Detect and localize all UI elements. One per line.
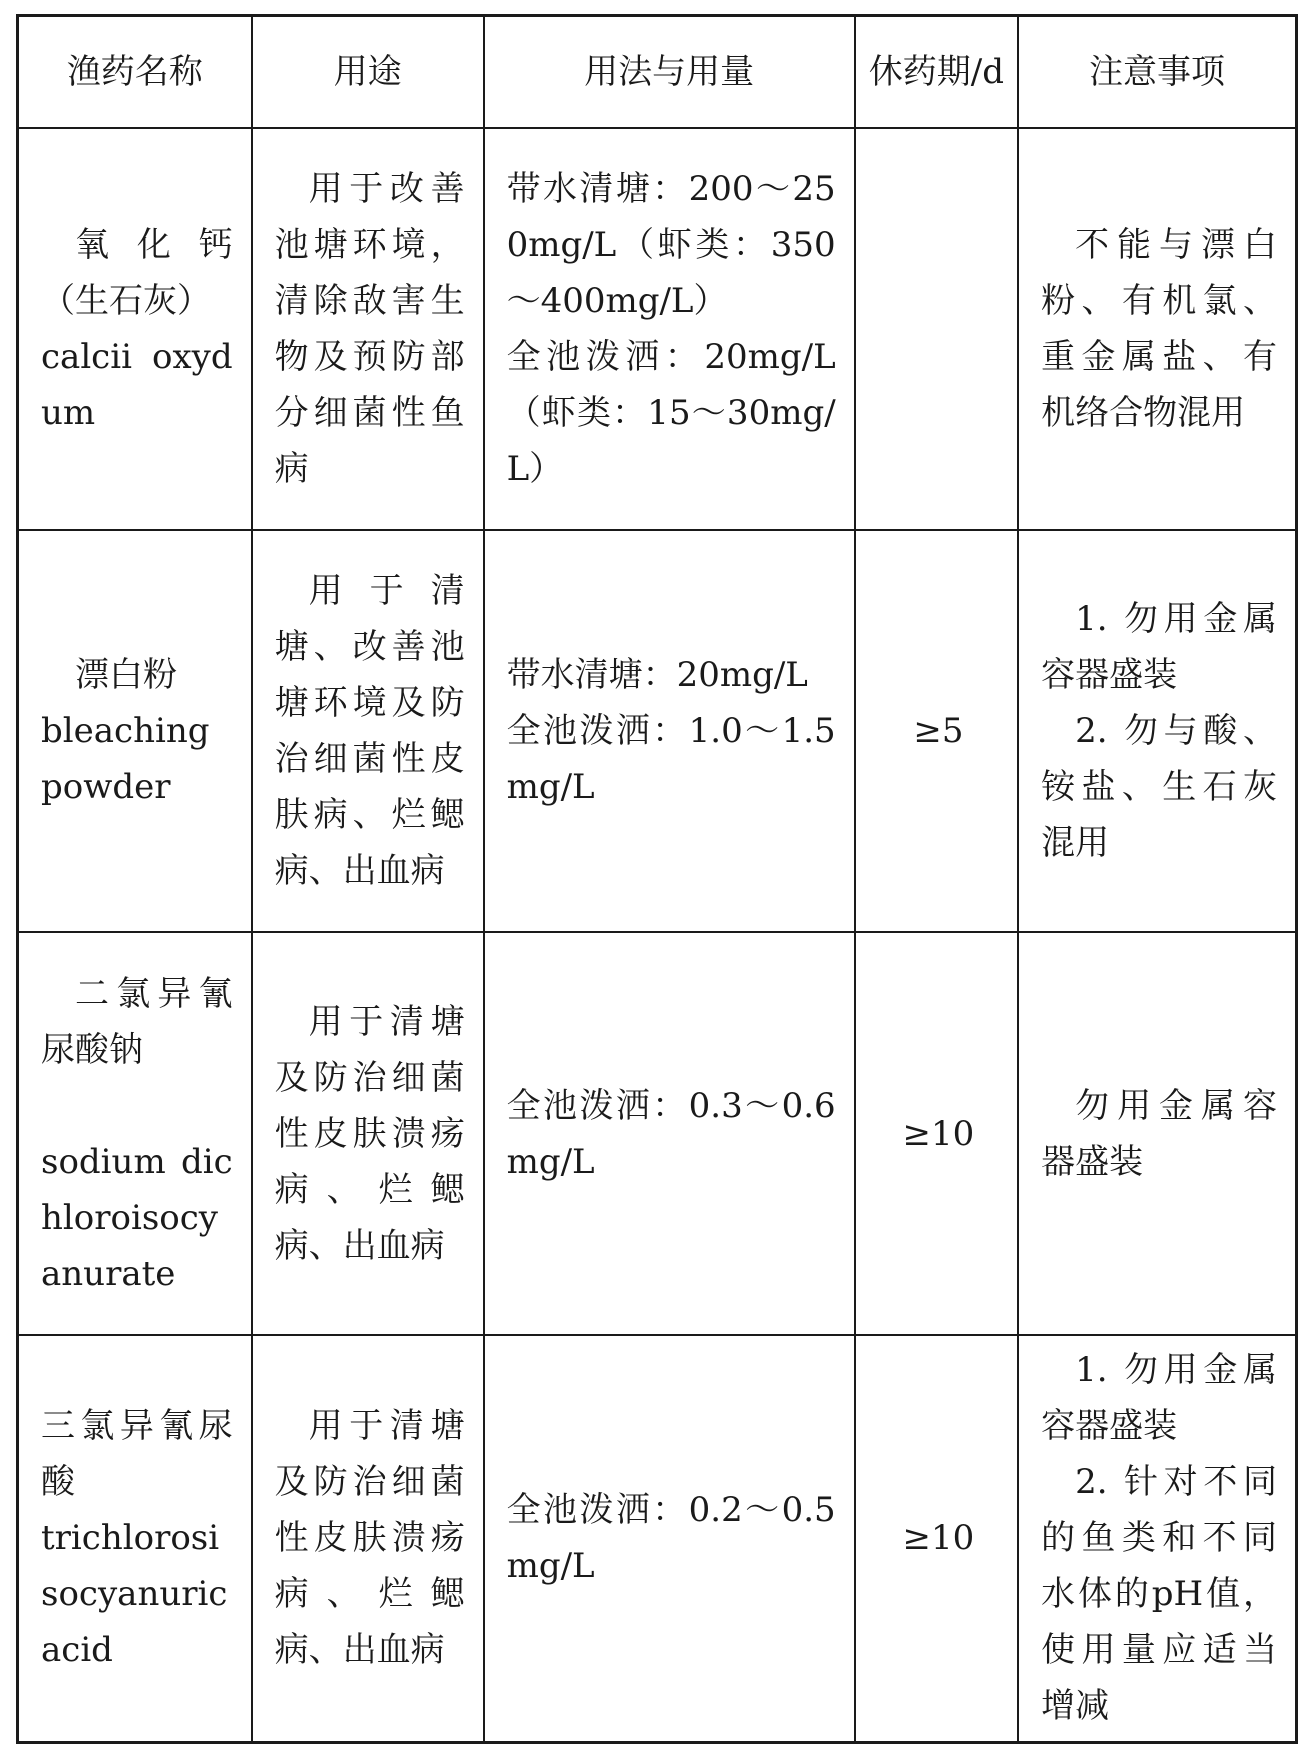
header-drug-name: 渔药名称 (18, 16, 252, 129)
drug-name-cn: 氧化钙（生石灰） (41, 225, 233, 322)
withdrawal-cell (855, 530, 1018, 932)
drug-name-cn: 二氯异氰尿酸钠 (41, 973, 233, 1070)
header-notes: 注意事项 (1018, 16, 1296, 129)
dosage-cell (484, 128, 855, 530)
spacer (41, 1078, 233, 1134)
use-text: 用于清塘及防治细菌性皮肤溃疡病、烂鳃病、出血病 (274, 1001, 465, 1266)
table-row (18, 530, 1297, 932)
withdrawal-value: ≥10 (902, 1518, 975, 1559)
use-text: 用于清塘、改善池塘环境及防治细菌性皮肤病、烂鳃病、出血病 (274, 571, 465, 892)
drug-name-cell (18, 1335, 252, 1743)
withdrawal-value: ≥10 (902, 1113, 975, 1154)
table-row (18, 1335, 1297, 1743)
dosage-line: 带水清塘：200～250mg/L（虾类：350～400mg/L） (506, 169, 836, 322)
use-cell (252, 932, 484, 1334)
note-line: 1. 勿用金属容器盛装 (1041, 1350, 1277, 1447)
drug-name-en: calcii oxydum (41, 337, 233, 434)
drug-name-cn: 漂白粉 (75, 655, 177, 696)
dosage-cell (484, 932, 855, 1334)
note-line: 1. 勿用金属容器盛装 (1041, 599, 1277, 696)
withdrawal-cell (855, 128, 1018, 530)
use-cell (252, 530, 484, 932)
dosage-line: 全池泼洒：0.2～0.5mg/L (506, 1490, 836, 1587)
drug-name-cell (18, 530, 252, 932)
drug-name-en: bleaching powder (41, 711, 210, 808)
note-line: 勿用金属容器盛装 (1041, 1085, 1277, 1182)
note-line: 不能与漂白粉、有机氯、重金属盐、有机络合物混用 (1041, 225, 1277, 434)
notes-cell (1018, 128, 1296, 530)
notes-cell (1018, 530, 1296, 932)
use-cell (252, 128, 484, 530)
use-text: 用于清塘及防治细菌性皮肤溃疡病、烂鳃病、出血病 (274, 1406, 465, 1671)
dosage-line: 全池泼洒：0.3～0.6mg/L (506, 1085, 836, 1182)
withdrawal-value: ≥5 (913, 711, 964, 752)
table-header-row (18, 16, 1297, 129)
drug-name-cell (18, 932, 252, 1334)
dosage-cell (484, 530, 855, 932)
dosage-line: 带水清塘：20mg/L (506, 655, 808, 696)
dosage-line: 全池泼洒：1.0～1.5mg/L (506, 711, 836, 808)
drug-name-en: sodium dichloroisocyanurate (41, 1141, 233, 1294)
use-cell (252, 1335, 484, 1743)
use-text: 用于改善池塘环境，清除敌害生物及预防部分细菌性鱼病 (274, 169, 465, 490)
header-withdrawal: 休药期/d (855, 16, 1018, 129)
table-row (18, 128, 1297, 530)
header-use: 用途 (252, 16, 484, 129)
drug-name-cell (18, 128, 252, 530)
notes-cell (1018, 932, 1296, 1334)
header-dosage: 用法与用量 (484, 16, 855, 129)
withdrawal-cell (855, 932, 1018, 1334)
note-line: 2. 勿与酸、铵盐、生石灰混用 (1041, 711, 1277, 864)
note-line: 2. 针对不同的鱼类和不同水体的pH值，使用量应适当增减 (1041, 1462, 1277, 1727)
withdrawal-cell (855, 1335, 1018, 1743)
table-row (18, 932, 1297, 1334)
dosage-cell (484, 1335, 855, 1743)
notes-cell (1018, 1335, 1296, 1743)
drug-name-en: trichlorosisocyanuric acid (41, 1518, 228, 1671)
dosage-line: 全池泼洒：20mg/L（虾类：15～30mg/L） (506, 337, 836, 490)
drug-name-cn: 三氯异氰尿酸 (41, 1406, 233, 1503)
fishery-drug-table (16, 14, 1298, 1744)
